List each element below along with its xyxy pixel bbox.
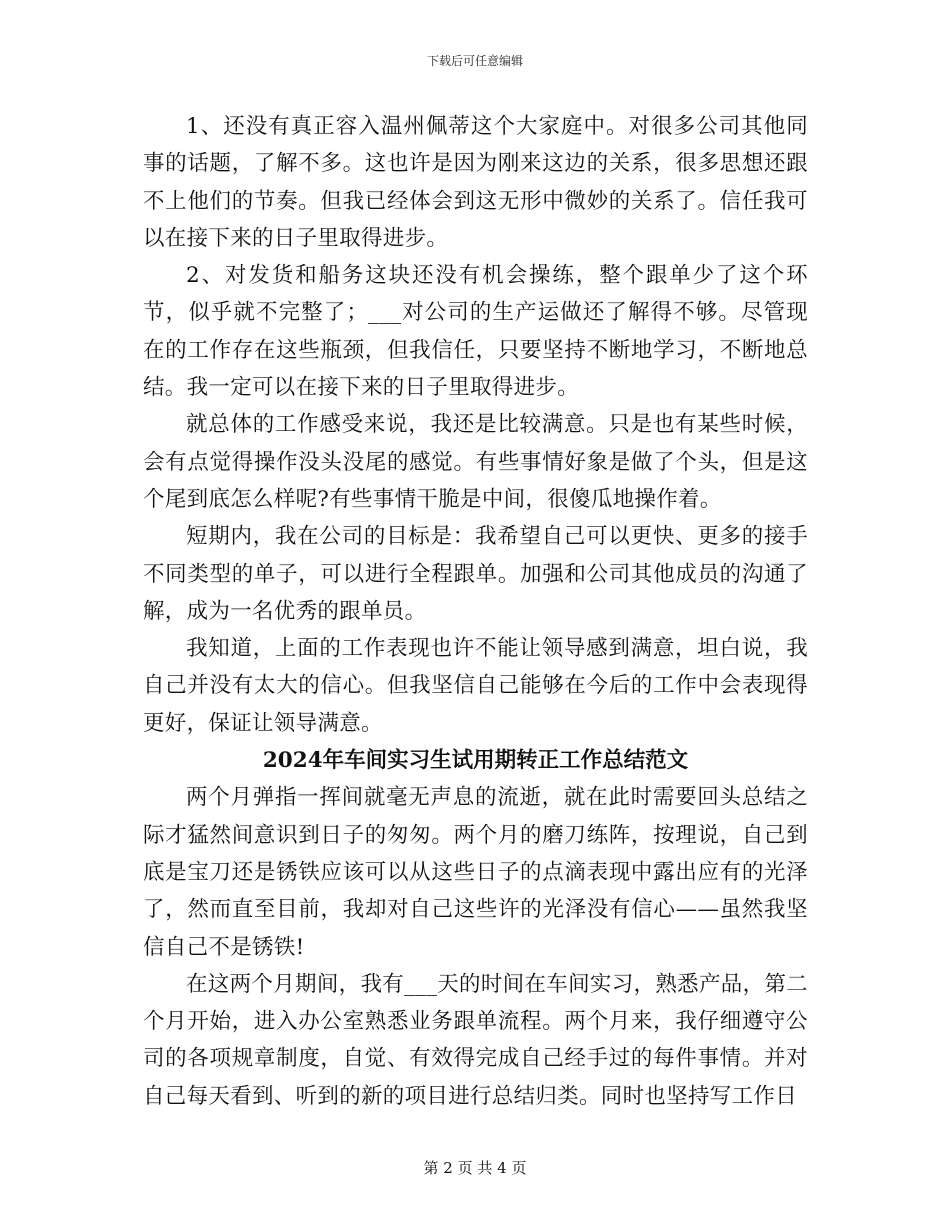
paragraph: 在这两个月期间，我有___天的时间在车间实习，熟悉产品，第二个月开始，进入办公室熟悉业务跟单流程。两个月来，我仔细遵守公司的各项规章制度，自觉、有效得完成自己经手过的每件事情。并对自己每天看到、听到的新的项目进行总结归类。同时也坚持写工作日 — [143, 971, 808, 1109]
paragraph: 2、对发货和船务这块还没有机会操练，整个跟单少了这个环节，似乎就不完整了；___对公司的生产运做还了解得不够。尽管现在的工作存在这些瓶颈，但我信任，只要坚持不断地学习，不断地总结。我一定可以在接下来的日子里取得进步。 — [143, 263, 808, 401]
paragraph: 我知道，上面的工作表现也许不能让领导感到满意，坦白说，我自己并没有太大的信心。但我坚信自己能够在今后的工作中会表现得更好，保证让领导满意。 — [143, 636, 808, 736]
document-body — [143, 108, 808, 1115]
page-header: 下载后可任意编辑 — [426, 54, 523, 68]
paragraph: 就总体的工作感受来说，我还是比较满意。只是也有某些时候，会有点觉得操作没头没尾的感觉。有些事情好象是做了个头，但是这个尾到底怎么样呢?有些事情干脆是中间，很傻瓜地操作着。 — [143, 412, 808, 512]
page-footer: 第 2 页 共 4 页 — [423, 1159, 527, 1177]
paragraph: 两个月弹指一挥间就毫无声息的流逝，就在此时需要回头总结之际才猛然间意识到日子的匆匆。两个月的磨刀练阵，按理说，自己到底是宝刀还是锈铁应该可以从这些日子的点滴表现中露出应有的光泽了，然而直至目前，我却对自己这些许的光泽没有信心——虽然我坚信自己不是锈铁! — [143, 785, 808, 960]
section-title: 2024年车间实习生试用期转正工作总结范文 — [262, 748, 689, 774]
paragraph: 1、还没有真正容入温州佩蒂这个大家庭中。对很多公司其他同事的话题，了解不多。这也许是因为刚来这边的关系，很多思想还跟不上他们的节奏。但我已经体会到这无形中微妙的关系了。信任我可以在接下来的日子里取得进步。 — [143, 114, 808, 251]
paragraph: 短期内，我在公司的目标是：我希望自己可以更快、更多的接手不同类型的单子，可以进行全程跟单。加强和公司其他成员的沟通了解，成为一名优秀的跟单员。 — [143, 524, 808, 624]
